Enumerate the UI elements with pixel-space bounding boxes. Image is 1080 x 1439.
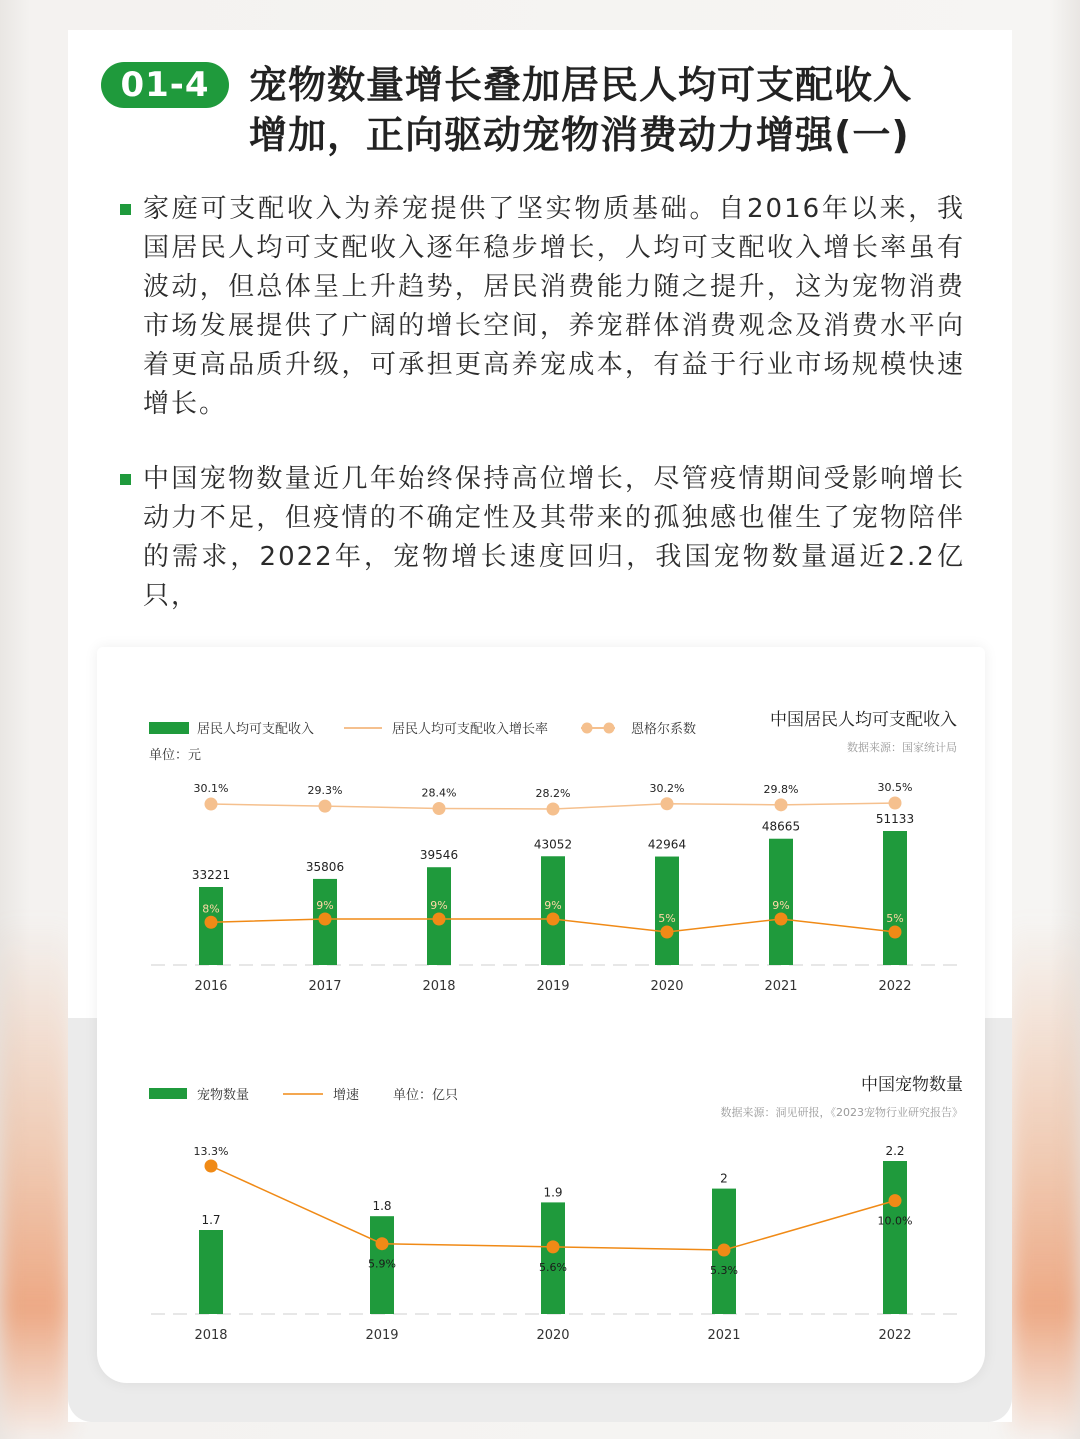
growth-rate-point (433, 913, 446, 926)
pet-count-label: 2 (720, 1171, 728, 1186)
engel-point (661, 797, 674, 810)
title-line-2: 增加，正向驱动宠物消费动力增强(一) (249, 113, 910, 157)
x-tick-label: 2020 (650, 979, 684, 994)
chart2-source: 数据来源：洞见研报，《2023宠物行业研究报告》 (720, 1106, 963, 1119)
income-bar-label: 39546 (419, 848, 459, 863)
engel-label: 29.3% (307, 784, 343, 798)
pet-count-label: 2.2 (885, 1144, 905, 1158)
decorative-right-gradient (1010, 919, 1080, 1439)
engel-point (775, 798, 788, 811)
x-tick-label: 2022 (878, 979, 912, 994)
income-bar-label: 51133 (875, 812, 915, 826)
pet-speed-point (205, 1160, 218, 1173)
legend-label-engel: 恩格尔系数 (631, 722, 697, 737)
pet-speed-point (718, 1244, 731, 1257)
pet-speed-point (889, 1194, 902, 1207)
decorative-left-gradient (0, 919, 70, 1439)
legend-swatch-income (149, 722, 189, 734)
title-line-1: 宠物数量增长叠加居民人均可支配收入 (249, 63, 913, 107)
chart1-title: 中国居民人均可支配收入 (770, 710, 957, 730)
pet-speed-label: 5.9% (368, 1257, 396, 1271)
growth-rate-point (775, 913, 788, 926)
chart2-title: 中国宠物数量 (861, 1075, 963, 1095)
engel-label: 30.2% (649, 781, 685, 795)
paragraph-text: 中国宠物数量近几年始终保持高位增长，尽管疫情期间受影响增长动力不足，但疫情的不确定性及其带来的孤独感也催生了宠物陪伴的需求，2022年，宠物增长速度回归，我国宠物数量逼近2.2亿只， (143, 464, 965, 611)
x-tick-label: 2016 (194, 979, 228, 994)
engel-label: 28.4% (421, 786, 457, 800)
section-badge: 01-4 (101, 62, 229, 108)
engel-point (889, 797, 902, 810)
pet-count-label: 1.8 (372, 1199, 392, 1214)
x-tick-label: 2021 (707, 1328, 741, 1343)
engel-point (547, 803, 560, 816)
x-tick-label: 2018 (422, 979, 456, 994)
x-tick-label: 2017 (308, 979, 342, 994)
income-bar (655, 857, 679, 965)
growth-rate-point (319, 913, 332, 926)
engel-point (433, 802, 446, 815)
x-tick-label: 2021 (764, 979, 798, 994)
income-bar-label: 43052 (533, 837, 573, 852)
legend-swatch-pets (149, 1088, 187, 1099)
legend-swatch-engel-dot (582, 723, 593, 734)
legend-label-speed: 增速 (333, 1088, 360, 1103)
income-bar-label: 42964 (647, 837, 687, 852)
pet-count-bar (199, 1230, 223, 1314)
x-tick-label: 2022 (878, 1328, 912, 1343)
x-tick-label: 2019 (536, 979, 570, 994)
growth-rate-label: 9% (544, 899, 562, 912)
chart1-source: 数据来源：国家统计局 (847, 741, 957, 754)
growth-rate-point (547, 913, 560, 926)
page-title (249, 60, 969, 160)
x-tick-label: 2018 (194, 1328, 228, 1343)
engel-point (319, 800, 332, 813)
engel-label: 30.5% (877, 781, 913, 794)
engel-label: 29.8% (763, 782, 799, 796)
legend-label-income: 居民人均可支配收入 (197, 722, 315, 737)
pet-count-label: 1.7 (201, 1213, 221, 1227)
pet-speed-point (376, 1237, 389, 1250)
chart-panel (97, 647, 985, 1383)
x-tick-label: 2019 (365, 1328, 399, 1343)
chart1-unit: 单位：元 (149, 748, 202, 763)
paragraph-income (120, 190, 965, 424)
growth-rate-label: 9% (316, 899, 334, 912)
growth-rate-point (205, 916, 218, 929)
pet-speed-label: 13.3% (193, 1145, 229, 1158)
engel-label: 28.2% (535, 787, 571, 800)
engel-point (205, 798, 218, 811)
pet-speed-label: 5.3% (710, 1264, 738, 1277)
pet-count-bar (883, 1161, 907, 1314)
pet-count-bar (541, 1202, 565, 1314)
legend-label-growth: 居民人均可支配收入增长率 (392, 722, 549, 737)
income-bar-label: 35806 (305, 859, 345, 874)
growth-rate-label: 9% (430, 899, 448, 912)
pet-speed-point (547, 1240, 560, 1253)
growth-rate-label: 9% (772, 899, 790, 912)
growth-rate-point (889, 926, 902, 939)
growth-rate-label: 5% (886, 912, 904, 925)
bullet-square-icon (120, 204, 131, 215)
chart2-unit: 单位：亿只 (393, 1088, 459, 1103)
growth-rate-label: 5% (658, 912, 676, 925)
growth-rate-label: 8% (202, 902, 220, 916)
pet-count-label: 1.9 (543, 1185, 563, 1200)
charts-svg (97, 647, 985, 1383)
legend-swatch-engel-dot (604, 723, 615, 734)
income-bar (883, 831, 907, 965)
chart1-plot (151, 781, 963, 994)
income-bar-label: 48665 (761, 819, 801, 834)
engel-label: 30.1% (193, 782, 229, 796)
legend-label-pets: 宠物数量 (197, 1088, 250, 1103)
pet-speed-label: 5.6% (539, 1260, 567, 1274)
bullet-square-icon (120, 474, 131, 485)
pet-speed-label: 10.0% (877, 1214, 913, 1228)
page-header (101, 58, 961, 168)
chart2-plot (151, 1144, 963, 1343)
growth-rate-point (661, 926, 674, 939)
paragraph-text: 家庭可支配收入为养宠提供了坚实物质基础。自2016年以来，我国居民人均可支配收入逐年稳步增长，人均可支配收入增长率虽有波动，但总体呈上升趋势，居民消费能力随之提升，这为宠物消费市场发展提供了广阔的增长空间，养宠群体消费观念及消费水平向着更高品质升级，可承担更高养宠成本，有益于行业市场规模快速增长。 (143, 194, 965, 419)
x-tick-label: 2020 (536, 1328, 570, 1343)
paragraph-pets (120, 460, 965, 616)
income-bar-label: 33221 (191, 868, 231, 882)
